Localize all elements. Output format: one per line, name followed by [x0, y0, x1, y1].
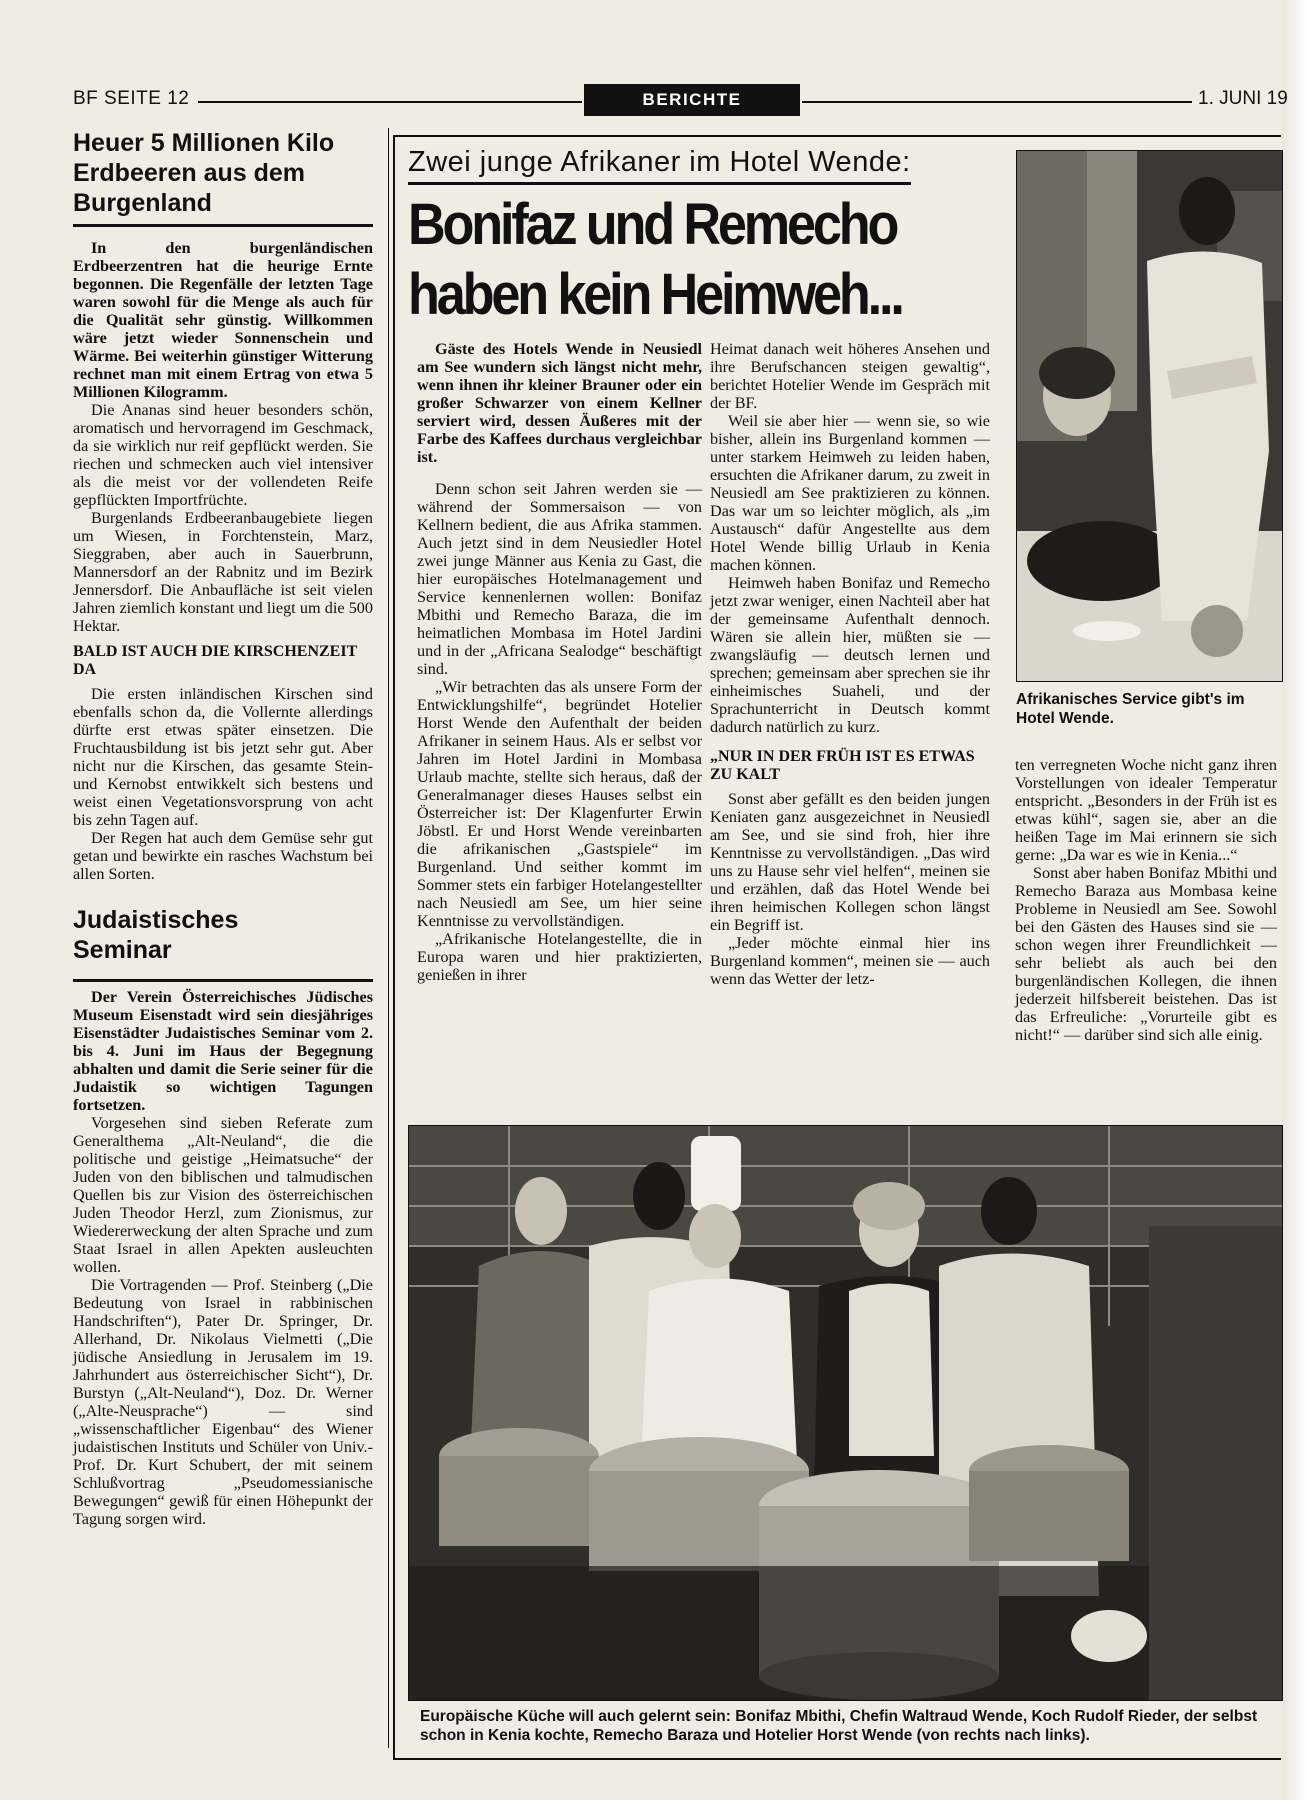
- article-paragraph: Heimweh haben Bonifaz und Remecho jetzt zwar weniger, einen Nachteil aber hat der gemeinsame Aufenthalt dennoch. Wären sie allein hier, müßten sie — zwangsläufig — deutsch lernen und sprechen; gemeinsam aber sprechen sie ihr einheimisches Suaheli, und der Sprachunterricht in Deutsch kommt dadurch natürlich zu kurz.: [710, 574, 990, 736]
- seminar-paragraph: Vorgesehen sind sieben Referate zum Generalthema „Alt-Neuland“, die die politische und geistige „Heimatsuche“ der Juden von den biblischen und talmudischen Quellen bis zur Vision des österreichischen Juden Theodor Herzl, zum Zionismus, zur Wiedererweckung der alten Sprache und zum Staat Israel in allen Apekten ausleuchten wollen.: [73, 1114, 373, 1276]
- article-title: [408, 190, 948, 330]
- article-paragraph: ten verregneten Woche nicht ganz ihren Vorstellungen von idealer Temperatur entspricht. „Besonders in der Früh ist es etwas kühl“, sagen sie, aber an die heißen Tage im Mai erinnern sie sich gerne: „Da war es wie in Kenia...“: [1015, 756, 1277, 864]
- strawberry-paragraph: Der Regen hat auch dem Gemüse sehr gut getan und bewirkte ein rasches Wachstum bei allen Sorten.: [73, 829, 373, 883]
- seminar-lead: Der Verein Österreichisches Jüdisches Museum Eisenstadt wird sein diesjähriges Eisenstädter Judaistisches Seminar vom 2. bis 4. Juni im Haus der Begegnung abhalten und damit die Serie seiner für die Judaistik so wichtigen Tagungen fortsetzen.: [73, 988, 373, 1114]
- seminar-paragraph: Die Vortragenden — Prof. Steinberg („Die Bedeutung von Israel in rabbinischen Handschriften“), Pater Dr. Springer, Dr. Allerhand, Dr. Nikolaus Vielmetti („Die jüdische Ansiedlung in Jerusalem im 19. Jahrhundert aus österreichischer Sicht“), Dr. Burstyn („Alt-Neuland“), Doz. Dr. Werner („Alte-Neusprache“) — sind „wissenschaftlicher Eigenbau“ des Wiener judaistischen Instituts und Schüler von Univ.-Prof. Dr. Kurt Schubert, der mit seinem Schlußvortrag „Pseudomessianische Bewegungen“ gewiß für einen Höhepunkt der Tagung sorgen wird.: [73, 1276, 373, 1528]
- section-label-text: BERICHTE: [642, 90, 742, 109]
- kitchen-photo: [408, 1125, 1283, 1701]
- waiter-photo-caption: Afrikanisches Service gibt's im Hotel Wende.: [1016, 691, 1245, 727]
- kitchen-photo-caption: Europäische Küche will auch gelernt sein: Bonifaz Mbithi, Chefin Waltraud Wende, Koch Rudolf Rieder, der selbst schon in Kenia kochte, Remecho Baraza und Hotelier Horst Wende (von rechts nach links).: [420, 1708, 1258, 1744]
- article-title-line1: Bonifaz und Remecho: [408, 192, 897, 257]
- strawberry-paragraph: Burgenlands Erdbeeranbaugebiete liegen um Wiesen, in Forchtenstein, Marz, Sieggraben, aber auch in Sauerbrunn, Mannersdorf an der Rabnitz und im Bezirk Jennersdorf. Die Anbaufläche ist seit vielen Jahren ziemlich konstant und liegt um die 500 Hektar.: [73, 509, 373, 635]
- waiter-photo: [1016, 150, 1283, 682]
- header-rule-left: [198, 101, 582, 103]
- page-edge: [1282, 0, 1307, 1800]
- strawberry-paragraph: Die ersten inländischen Kirschen sind ebenfalls schon da, die Vollernte allerdings dürfte erst etwas später einsetzen. Die Fruchtausbildung ist bis jetzt sehr gut. Aber nicht nur die Kirschen, das gesamte Stein- und Kernobst entwikkelt sich bestens und weist einen Vegetationsvorsprung von acht bis zehn Tagen auf.: [73, 685, 373, 829]
- issue-date: 1. JUNI 19: [1198, 88, 1288, 109]
- article-lead: Gäste des Hotels Wende in Neusiedl am See wundern sich längst nicht mehr, wenn ihnen ihr kleiner Brauner oder ein großer Schwarzer von einem Kellner serviert wird, dessen Äußeres mit der Farbe des Kaffees durchaus vergleichbar ist.: [417, 340, 702, 466]
- article-title-line2: haben kein Heimweh...: [408, 262, 902, 327]
- section-label: [584, 84, 800, 116]
- seminar-rule: [73, 979, 373, 982]
- article-paragraph: Heimat danach weit höheres Ansehen und ihre Berufschancen steigen gewaltig“, berichtet Hotelier Wende im Gespräch mit der BF.: [710, 340, 990, 412]
- article-paragraph: Denn schon seit Jahren werden sie — während der Sommersaison — von Kellnern bedient, die aus Afrika stammen. Auch jetzt sind in dem Neusiedler Hotel zwei junge Männer aus Kenia zu Gast, die hier europäisches Hotelmanagement und Service kennenlernen wollen: Bonifaz Mbithi und Remecho Baraza, die im heimatlichen Mombasa im Hotel Jardini und in der „Africana Sealodge“ beschäftigt sind.: [417, 480, 702, 678]
- page-number: BF SEITE 12: [73, 88, 190, 109]
- strawberry-lead: In den burgenländischen Erdbeerzentren hat die heurige Ernte begonnen. Die Regenfälle der letzten Tage waren sowohl für die Menge als auch für die Qualität sehr günstig. Willkommen wäre jetzt wieder Sonnenschein und Wärme. Bei weiterhin günstiger Witterung rechnet man mit einem Ertrag von etwa 5 Millionen Kilogramm.: [73, 239, 373, 401]
- article-column-2: [710, 340, 990, 988]
- article-column-3: [1015, 756, 1277, 1044]
- article-paragraph: „Afrikanische Hotelangestellte, die in Europa waren und hier praktizierten, genießen in ihrer: [417, 930, 702, 984]
- article-paragraph: „Jeder möchte einmal hier ins Burgenland kommen“, meinen sie — auch wenn das Wetter der letz-: [710, 934, 990, 988]
- seminar-headline: Judaistisches Seminar: [73, 906, 239, 964]
- article-paragraph: Weil sie aber hier — wenn sie, so wie bisher, allein ins Burgenland kommen — unter starkem Heimweh zu leiden haben, ersuchten die Afrikaner darum, zu zweit in Neusiedl am See praktizieren zu können. Das war um so leichter möglich, als „im Austausch“ dafür Angestellte aus dem Hotel Wende billig Urlaub in Kenia machen können.: [710, 412, 990, 574]
- article-paragraph: Sonst aber gefällt es den beiden jungen Keniaten ganz ausgezeichnet in Neusiedl am See, und sie sind froh, hier ihre Kenntnisse zu vervollständigen. „Das wird uns zu Hause sehr viel helfen“, meinen sie und erzählen, daß das Hotel Wende bei ihren heimischen Kollegen schon längst ein Begriff ist.: [710, 790, 990, 934]
- article-paragraph: Sonst aber haben Bonifaz Mbithi und Remecho Baraza aus Mombasa keine Probleme in Neusiedl am See. Sowohl bei den Gästen des Hauses sind sie — schon wegen ihrer Freundlichkeit — sehr beliebt als auch bei den burgenländischen Kollegen, die ihnen jederzeit hilfsbereit beistehen. Das ist das Erfreuliche: „Vorurteile gibt es nicht!“ — darüber sind sich alle einig.: [1015, 864, 1277, 1044]
- strawberry-paragraph: Die Ananas sind heuer besonders schön, aromatisch und hervorragend im Geschmack, da sie wirklich nur reif gepflückt werden. Sie riechen und schmecken auch viel intensiver als die meist vor der vollendeten Reife gepflückten Importfrüchte.: [73, 401, 373, 509]
- article-paragraph: „Wir betrachten das als unsere Form der Entwicklungshilfe“, begründet Hotelier Horst Wende den Aufenthalt der beiden Afrikaner in seinem Haus. Als er selbst vor Jahren im Hotel Jardini in Mombasa Urlaub machte, stellte sich heraus, daß der Generalmanager dieses Hauses selbst ein Österreicher ist: Der Klagenfurter Erwin Jöbstl. Er und Horst Wende vereinbarten die afrikanischen „Gastspiele“ im Burgenland. Und seither kommt im Sommer stets ein farbiger Hotelangestellter nach Neusiedl am See, um hier seine Kenntnisse zu vervollständigen.: [417, 678, 702, 930]
- left-column: [73, 128, 373, 1528]
- column-divider: [388, 128, 389, 1748]
- cherry-subheading: BALD IST AUCH DIE KIRSCHENZEIT DA: [73, 643, 357, 678]
- strawberry-headline: Heuer 5 Millionen Kilo Erdbeeren aus dem Burgenland: [73, 128, 373, 227]
- header-rule-right: [802, 101, 1192, 103]
- article-column-1: [417, 340, 702, 984]
- article-kicker: Zwei junge Afrikaner im Hotel Wende:: [408, 146, 911, 185]
- article-subheading: „NUR IN DER FRÜH IST ES ETWAS ZU KALT: [710, 748, 975, 783]
